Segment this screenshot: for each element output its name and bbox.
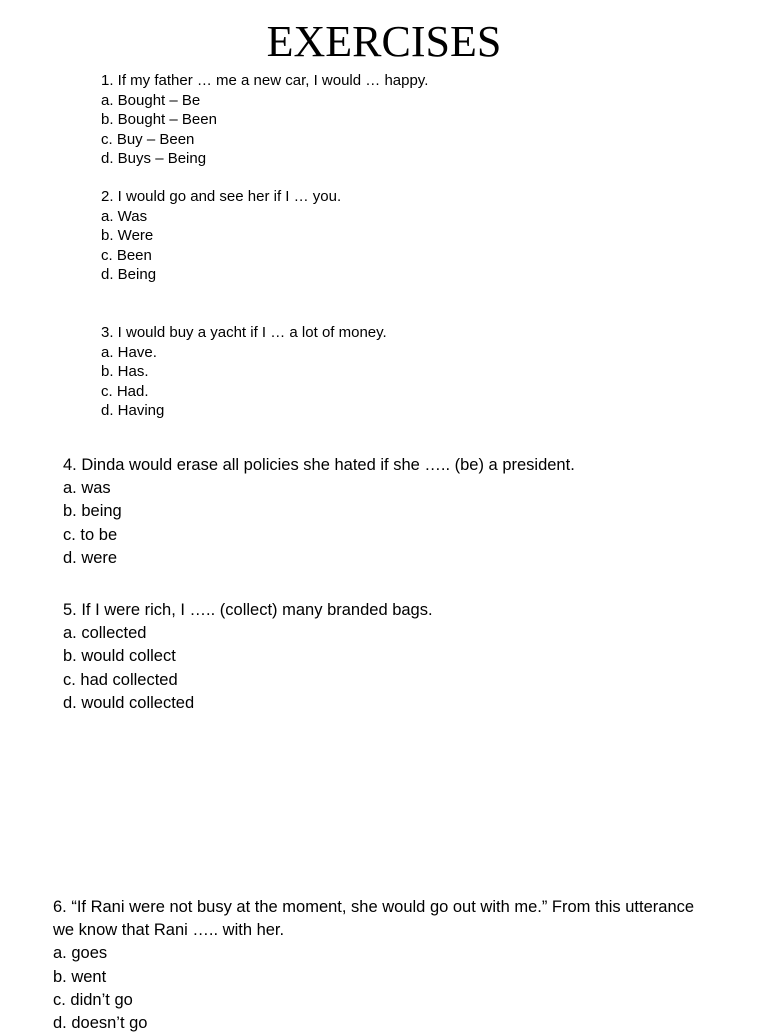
question-2 xyxy=(101,187,341,285)
answer-option-d: d. Buys – Being xyxy=(101,150,207,167)
question-stem: 1. If my father … me a new car, I would … happy. xyxy=(101,72,429,89)
answer-option-d: d. Being xyxy=(101,266,157,283)
answer-option-d: d. Having xyxy=(101,402,165,419)
question-3 xyxy=(101,323,387,421)
question-stem: 6. “If Rani were not busy at the moment, she would go out with me.” From this utterance we know that Rani ….. with her. xyxy=(53,898,695,940)
answer-option-d: d. were xyxy=(63,548,118,567)
answer-option-c: c. Had. xyxy=(101,382,149,400)
question-4 xyxy=(63,454,575,570)
answer-option-a: a. Was xyxy=(101,207,148,225)
question-1 xyxy=(101,71,428,169)
answer-option-b: b. went xyxy=(53,967,107,986)
page-title: EXERCISES xyxy=(266,17,502,66)
answer-option-c: c. had collected xyxy=(63,670,178,689)
answer-option-a: a. Bought – Be xyxy=(101,91,201,109)
question-stem: 4. Dinda would erase all policies she hated if she ….. (be) a president. xyxy=(63,456,575,474)
answer-option-b: b. being xyxy=(63,502,122,521)
answer-option-b: b. Has. xyxy=(101,363,149,380)
answer-option-d: d. doesn’t go xyxy=(53,1014,148,1033)
question-stem: 5. If I were rich, I ….. (collect) many branded bags. xyxy=(63,601,433,619)
question-stem: 3. I would buy a yacht if I … a lot of money. xyxy=(101,324,387,341)
answer-option-b: b. would collect xyxy=(63,647,176,666)
answer-option-a: a. goes xyxy=(53,944,108,963)
answer-option-b: b. Were xyxy=(101,227,154,244)
question-stem: 2. I would go and see her if I … you. xyxy=(101,188,342,205)
answer-option-c: c. to be xyxy=(63,525,118,544)
answer-option-a: a. collected xyxy=(63,624,147,643)
answer-option-a: a. Have. xyxy=(101,343,157,361)
answer-option-d: d. would collected xyxy=(63,693,195,712)
answer-option-a: a. was xyxy=(63,479,111,498)
answer-option-b: b. Bought – Been xyxy=(101,111,217,128)
answer-option-c: c. Been xyxy=(101,246,152,264)
answer-option-c: c. didn’t go xyxy=(53,990,133,1009)
question-5 xyxy=(63,599,433,715)
question-6 xyxy=(53,896,713,1035)
answer-option-c: c. Buy – Been xyxy=(101,130,195,148)
